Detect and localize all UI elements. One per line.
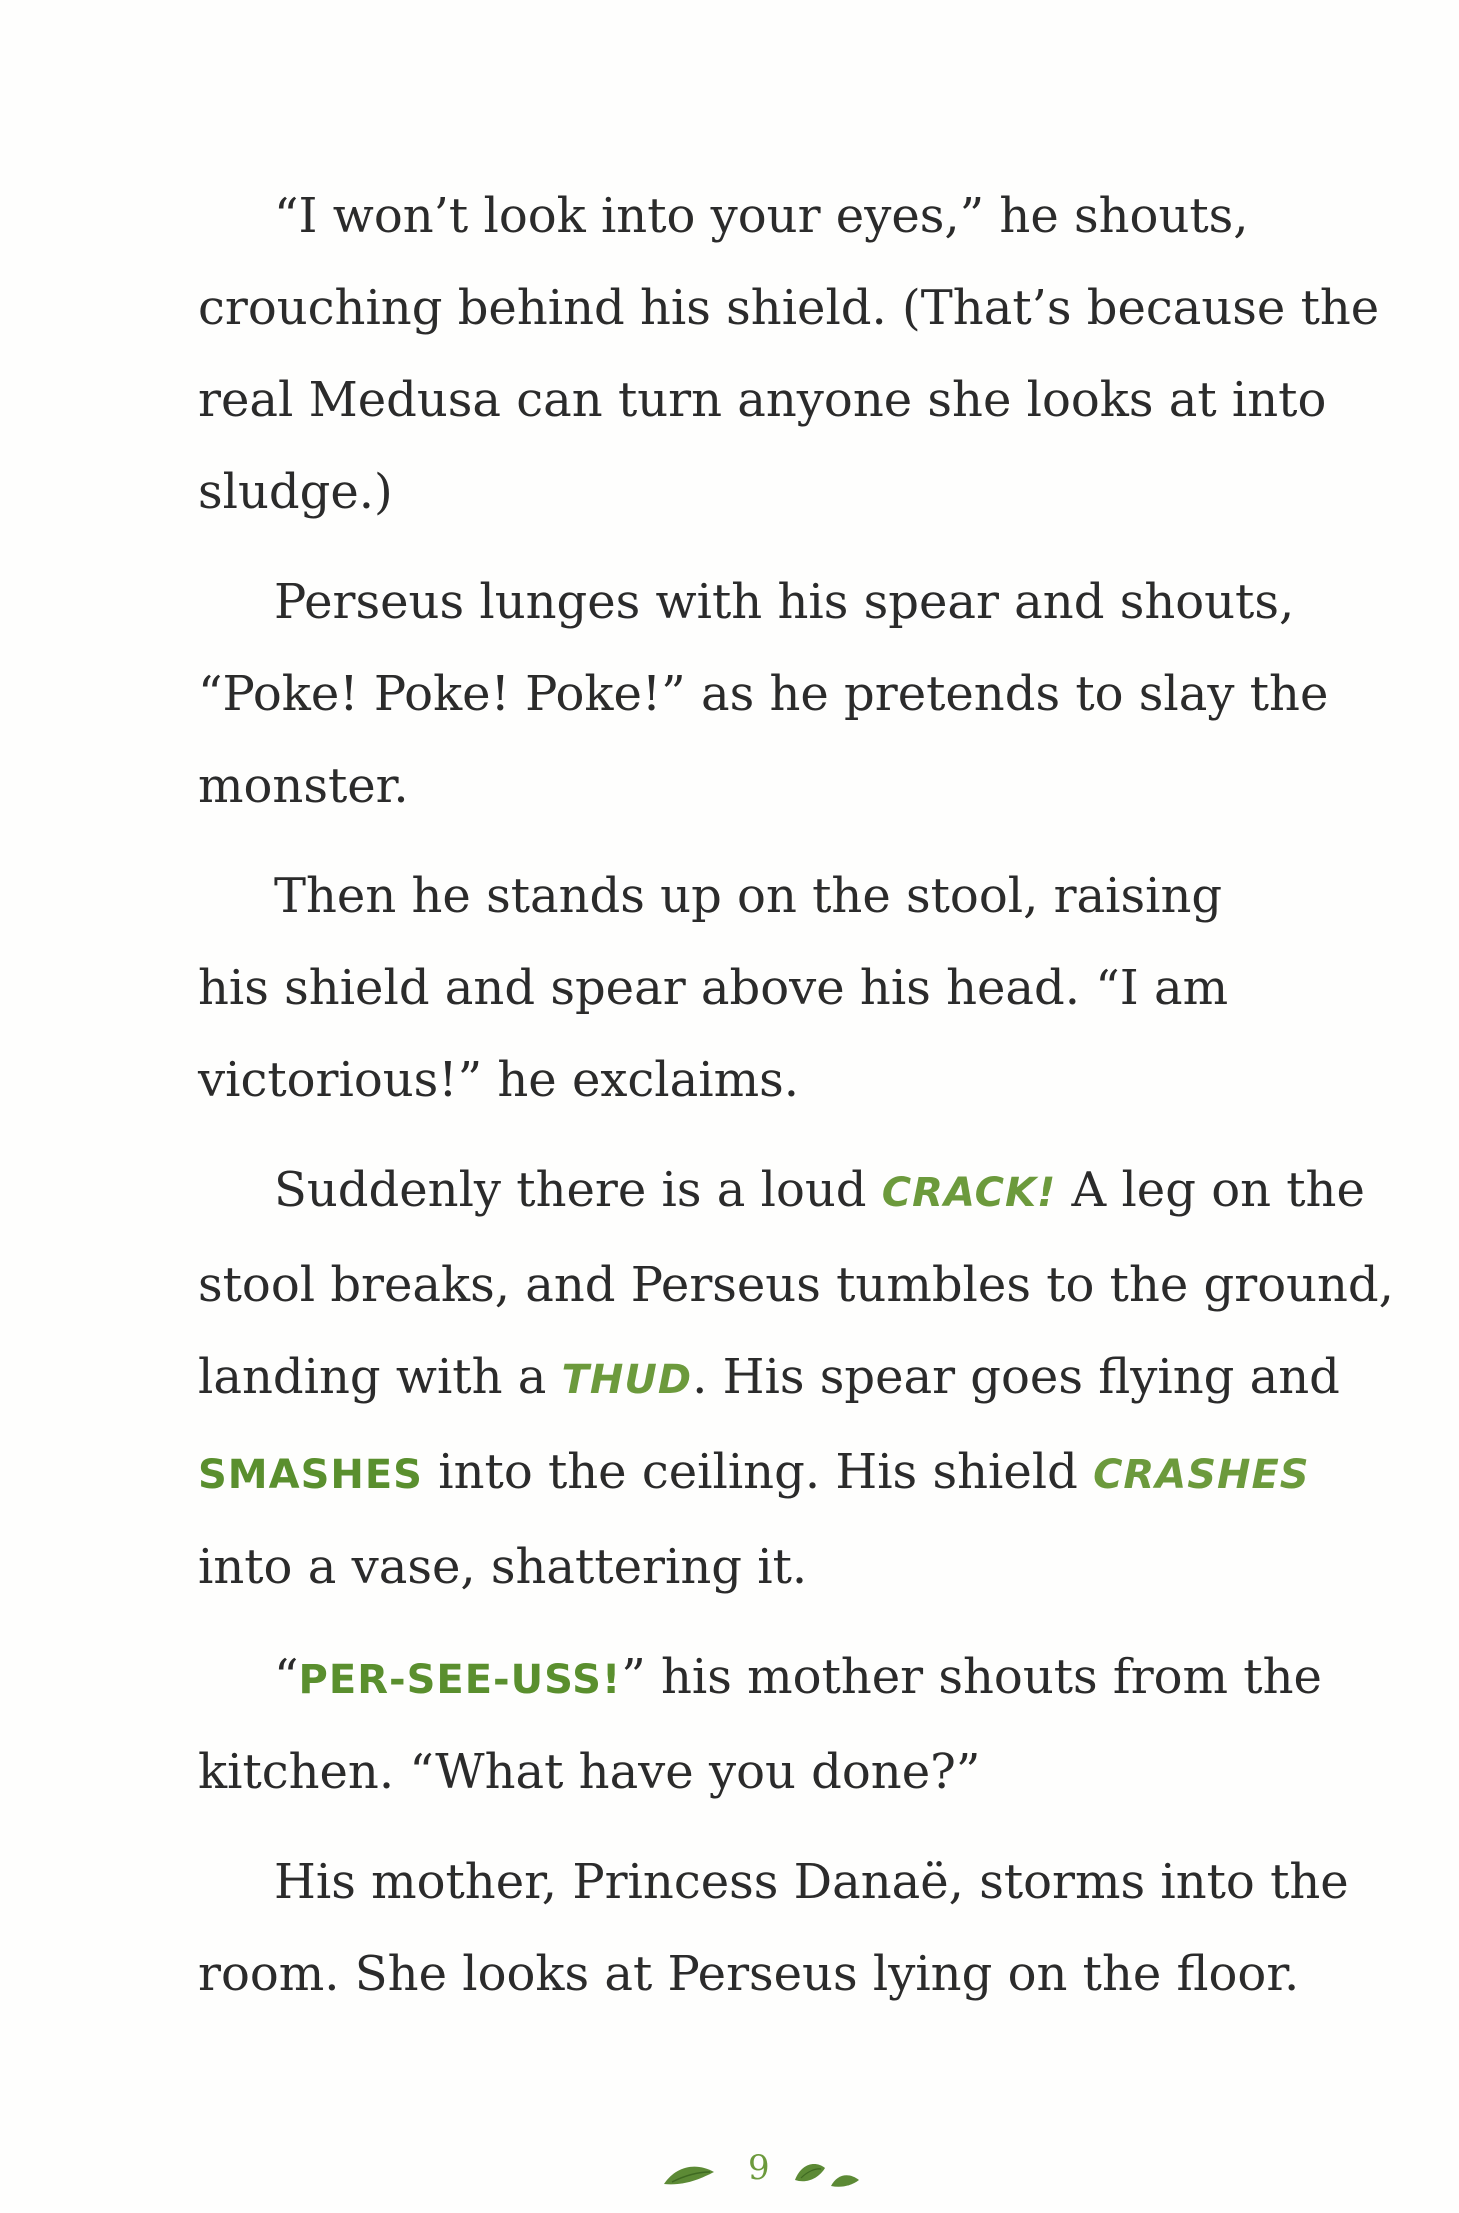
text-line: into a vase, shattering it. [198, 1539, 808, 1595]
text-segment: landing with a [198, 1349, 562, 1405]
text-line: Then he stands up on the stool, raising [274, 868, 1223, 924]
text-line: “I won’t look into your eyes,” he shouts, [274, 188, 1249, 244]
text-line [198, 1331, 1338, 1426]
page-number: 9 [748, 2148, 770, 2188]
sound-effect-crashes: CRASHES [1093, 1452, 1310, 1498]
paragraph-3 [198, 850, 1338, 1126]
leaf-icon [793, 2158, 863, 2190]
text-line: real Medusa can turn anyone she looks at into [198, 372, 1327, 428]
sound-effect-crack: CRACK! [881, 1170, 1057, 1216]
text-line: his shield and spear above his head. “I am [198, 960, 1229, 1016]
text-segment: into the ceiling. His shield [423, 1444, 1094, 1500]
text-line: Perseus lunges with his spear and shouts, [274, 574, 1295, 630]
text-segment: ” his mother shouts from the [621, 1649, 1322, 1705]
text-line: monster. [198, 758, 409, 814]
sound-effect-smashes: SMASHES [198, 1452, 423, 1498]
sound-effect-name-shout: PER-SEE-USS! [298, 1657, 622, 1703]
text-line: victorious!” he exclaims. [198, 1052, 800, 1108]
paragraph-1 [198, 170, 1380, 538]
text-line: crouching behind his shield. (That’s because the [198, 280, 1380, 336]
paragraph-5 [198, 1631, 1338, 1818]
text-line: His mother, Princess Danaë, storms into the [274, 1854, 1349, 1910]
text-line [198, 1631, 1338, 1726]
text-line: room. She looks at Perseus lying on the floor. [198, 1946, 1300, 2002]
paragraph-6 [198, 1836, 1349, 2020]
paragraph-2 [198, 556, 1338, 832]
text-line: sludge.) [198, 464, 393, 520]
leaf-icon [662, 2160, 722, 2190]
text-segment: A leg on the [1056, 1162, 1365, 1218]
text-segment: Suddenly there is a loud [274, 1162, 882, 1218]
body-text [198, 170, 1394, 2038]
text-line: kitchen. “What have you done?” [198, 1744, 981, 1800]
text-line [198, 1144, 1365, 1239]
text-segment: . His spear goes flying and [692, 1349, 1340, 1405]
text-line: stool breaks, and Perseus tumbles to the ground, [198, 1257, 1394, 1313]
text-line: “Poke! Poke! Poke!” as he pretends to slay the [198, 666, 1329, 722]
paragraph-4 [198, 1144, 1394, 1613]
sound-effect-thud: THUD [561, 1357, 693, 1403]
text-line [198, 1426, 1338, 1521]
text-segment: “ [274, 1649, 299, 1705]
